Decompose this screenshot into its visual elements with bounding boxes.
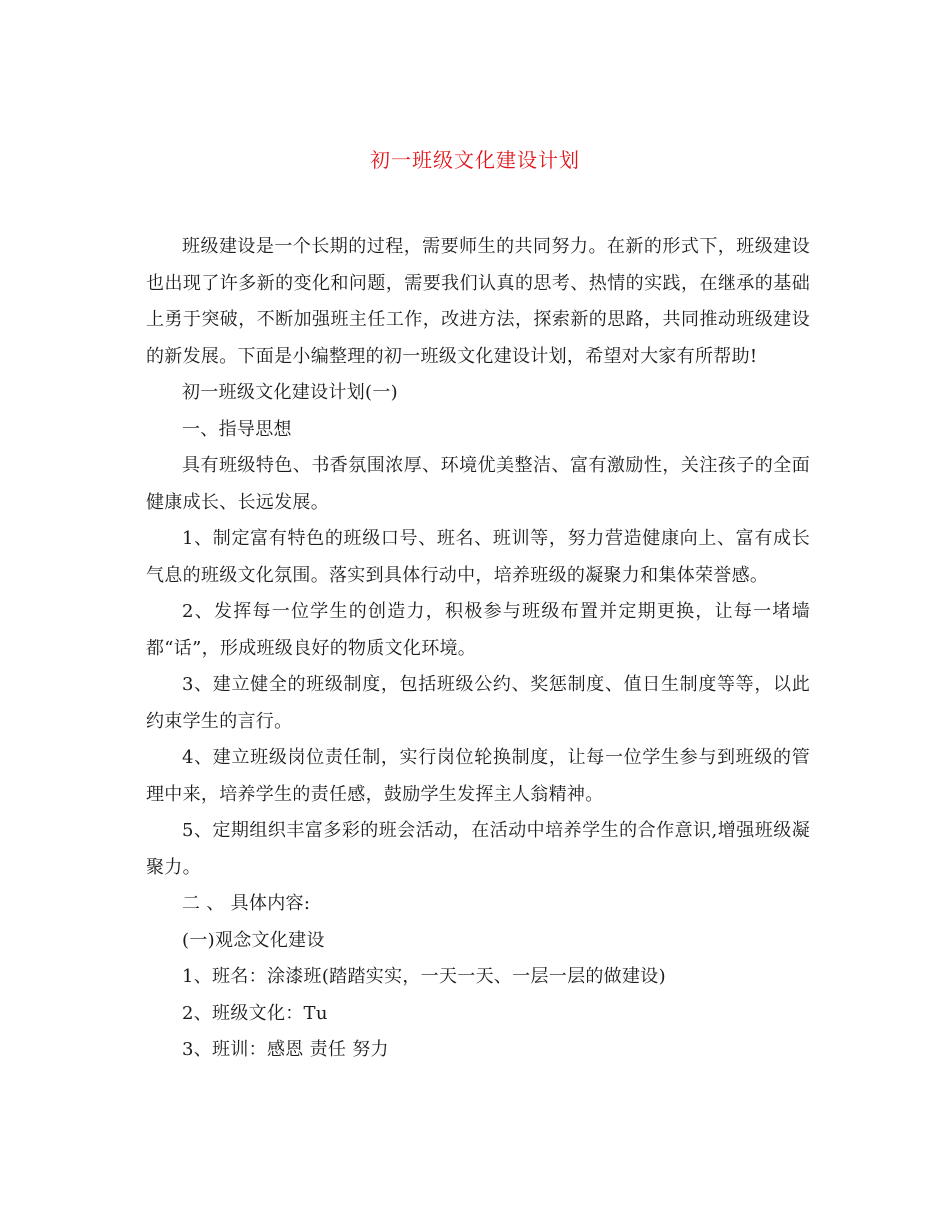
list-item-1: 1、制定富有特色的班级口号、班名、班训等，努力营造健康向上、富有成长气息的班级文化氛围。落实到具体行动中，培养班级的凝聚力和集体荣誉感。 [146, 528, 810, 586]
concept-item-class-motto: 3、班训：感恩 责任 努力 [182, 1039, 389, 1060]
list-item-4: 4、建立班级岗位责任制，实行岗位轮换制度，让每一位学生参与到班级的管理中来，培养学生的责任感，鼓励学生发挥主人翁精神。 [146, 747, 810, 805]
section-heading-plan-one: 初一班级文化建设计划(一) [182, 382, 398, 403]
heading-guiding-ideology: 一、指导思想 [182, 418, 292, 440]
list-item-2: 2、发挥每一位学生的创造力，积极参与班级布置并定期更换，让每一堵墙都“话”，形成班级良好的物质文化环境。 [146, 601, 810, 659]
subheading-concept-culture: (一)观念文化建设 [182, 929, 325, 951]
document-body [146, 229, 810, 1069]
concept-item-class-name: 1、班名：涂漆班(踏踏实实，一天一天、一层一层的做建设) [182, 966, 666, 987]
document-title: 初一班级文化建设计划 [370, 148, 580, 172]
list-item-5: 5、定期组织丰富多彩的班会活动，在活动中培养学生的合作意识,增强班级凝聚力。 [146, 820, 810, 878]
heading-specific-content: 二 、 具体内容: [182, 893, 311, 914]
list-item-3: 3、建立健全的班级制度，包括班级公约、奖惩制度、值日生制度等等，以此约束学生的言行。 [146, 674, 810, 732]
concept-item-class-culture: 2、班级文化：Tu [182, 1002, 328, 1024]
intro-paragraph: 班级建设是一个长期的过程，需要师生的共同努力。在新的形式下，班级建设也出现了许多新的变化和问题，需要我们认真的思考、热情的实践，在继承的基础上勇于突破，不断加强班主任工作，改进方法，探索新的思路，共同推动班级建设的新发展。下面是小编整理的初一班级文化建设计划，希望对大家有所帮助! [146, 236, 810, 367]
guiding-ideology-paragraph: 具有班级特色、书香氛围浓厚、环境优美整洁、富有激励性，关注孩子的全面健康成长、长远发展。 [146, 455, 810, 513]
